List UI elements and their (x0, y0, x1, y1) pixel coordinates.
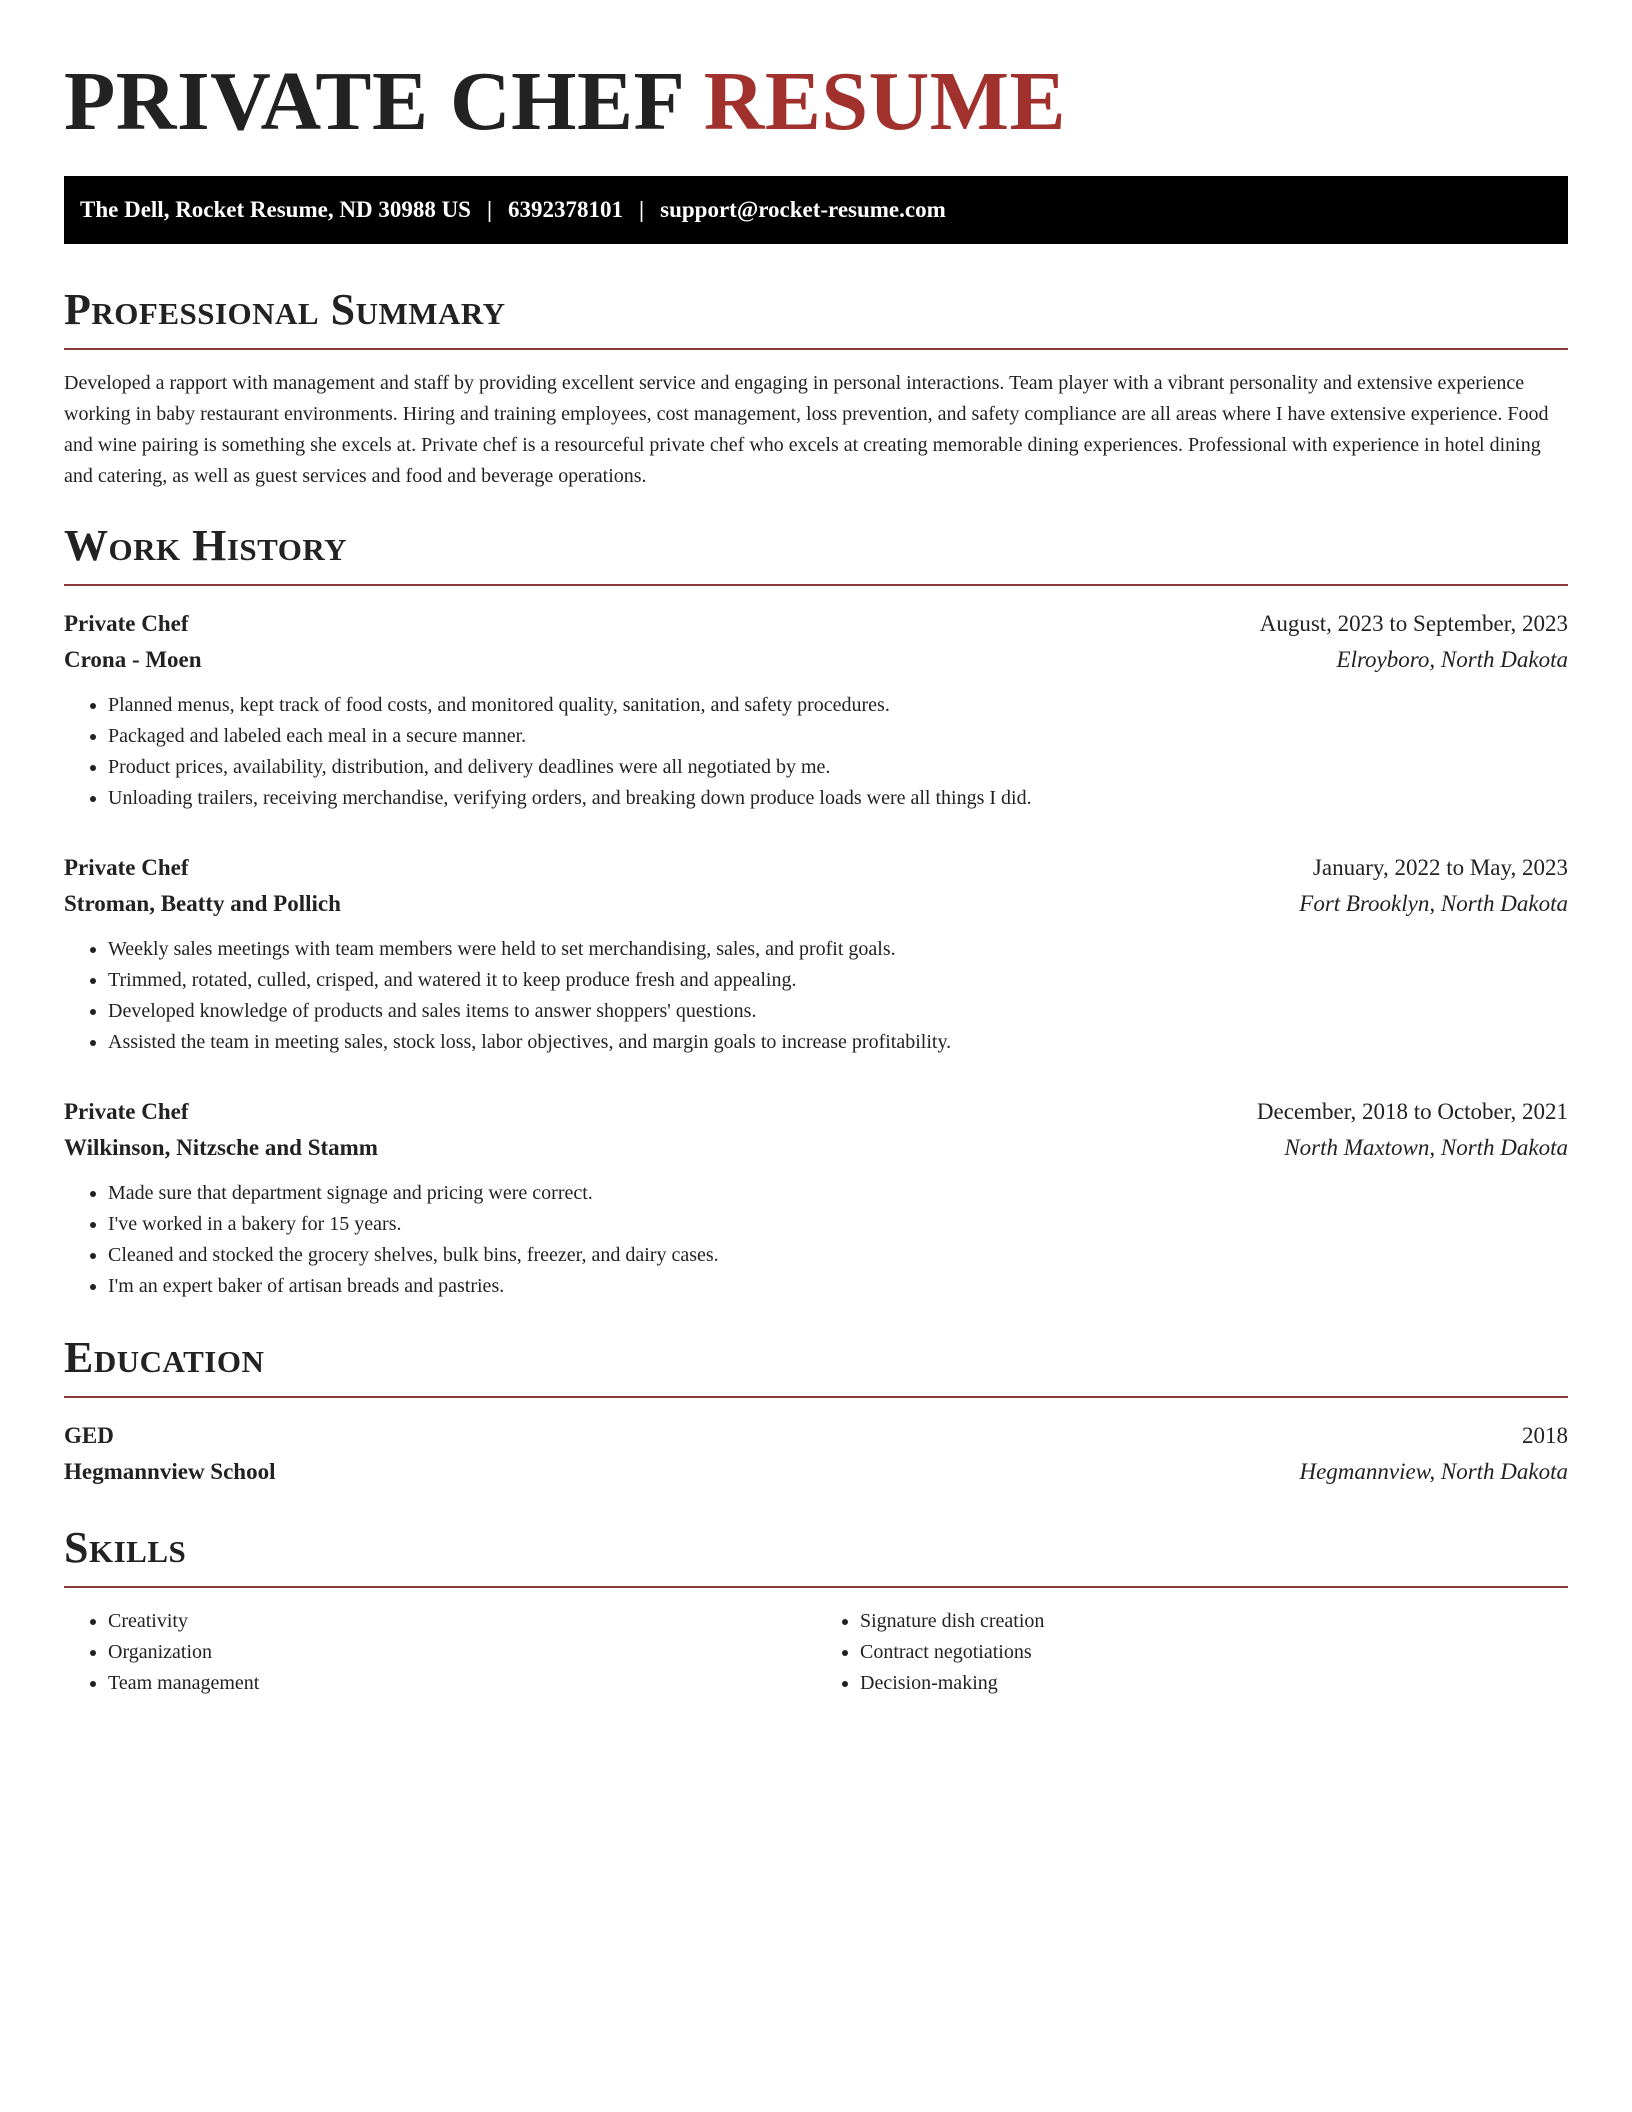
skills-column-left (64, 1606, 816, 1699)
job-title: Private Chef (64, 1099, 189, 1124)
list-item: • Cleaned and stocked the grocery shelves, bulk bins, freezer, and dairy cases. (108, 1240, 1568, 1271)
education-school: Hegmannview School (64, 1459, 276, 1484)
list-item: • Weekly sales meetings with team members were held to set merchandising, sales, and profit goals. (108, 934, 1568, 965)
section-divider (64, 584, 1568, 586)
title-main: PRIVATE CHEF (64, 55, 683, 148)
job-entry (64, 606, 1568, 814)
list-item: • I'm an expert baker of artisan breads and pastries. (108, 1271, 1568, 1302)
skill-item: • Organization (108, 1637, 816, 1668)
list-item: • Assisted the team in meeting sales, stock loss, labor objectives, and margin goals to increase profitability. (108, 1027, 1568, 1058)
contact-phone: 6392378101 (508, 197, 624, 222)
skills-section (64, 1522, 1568, 1699)
skills-heading: Skills (64, 1523, 187, 1572)
skill-item: • Contract negotiations (860, 1637, 1568, 1668)
skill-item: • Team management (108, 1668, 816, 1699)
list-item: • Product prices, availability, distribution, and delivery deadlines were all negotiated by me. (108, 752, 1568, 783)
list-item: • Trimmed, rotated, culled, crisped, and watered it to keep produce fresh and appealing. (108, 965, 1568, 996)
resume-title (64, 0, 1568, 152)
education-year: 2018 (1522, 1423, 1568, 1448)
job-location: Fort Brooklyn, North Dakota (1299, 891, 1568, 916)
summary-text: Developed a rapport with management and staff by providing excellent service and engaging in personal interactions. Team player with a vibrant personality and extensive experience working in baby restaurant environments. Hiring and training employees, cost management, loss prevention, and safety compliance are all areas where I have extensive experience. Food and wine pairing is something she excels at. Private chef is a resourceful private chef who excels at creating memorable dining experiences. Professional with experience in hotel dining and catering, as well as guest services and food and beverage operations. (64, 372, 1549, 487)
job-entry (64, 850, 1568, 1058)
job-company: Wilkinson, Nitzsche and Stamm (64, 1135, 378, 1160)
list-item: • I've worked in a bakery for 15 years. (108, 1209, 1568, 1240)
job-company: Stroman, Beatty and Pollich (64, 891, 341, 916)
job-dates: August, 2023 to September, 2023 (1259, 611, 1568, 636)
job-entry (64, 1094, 1568, 1302)
summary-section (64, 284, 1568, 492)
list-item: • Made sure that department signage and pricing were correct. (108, 1178, 1568, 1209)
skills-column-right (816, 1606, 1568, 1699)
job-duties-list (64, 934, 1568, 1058)
job-location: North Maxtown, North Dakota (1284, 1135, 1568, 1160)
skill-item: • Decision-making (860, 1668, 1568, 1699)
skill-item: • Creativity (108, 1606, 816, 1637)
work-history-heading: Work History (64, 521, 348, 570)
section-divider (64, 348, 1568, 350)
job-duties-list (64, 690, 1568, 814)
work-history-section (64, 520, 1568, 1302)
contact-email: support@rocket-resume.com (660, 197, 946, 222)
list-item: • Developed knowledge of products and sales items to answer shoppers' questions. (108, 996, 1568, 1027)
job-title: Private Chef (64, 611, 189, 636)
contact-bar (64, 176, 1568, 244)
education-section (64, 1332, 1568, 1490)
job-duties-list (64, 1178, 1568, 1302)
contact-address: The Dell, Rocket Resume, ND 30988 US (80, 197, 471, 222)
skills-grid (64, 1606, 1568, 1699)
job-dates: January, 2022 to May, 2023 (1312, 855, 1568, 880)
job-location: Elroyboro, North Dakota (1336, 647, 1568, 672)
education-heading: Education (64, 1333, 265, 1382)
education-degree: GED (64, 1423, 114, 1448)
title-accent: RESUME (703, 55, 1067, 148)
contact-separator: | (639, 197, 645, 222)
skill-item: • Signature dish creation (860, 1606, 1568, 1637)
section-divider (64, 1586, 1568, 1588)
section-divider (64, 1396, 1568, 1398)
job-company: Crona - Moen (64, 647, 202, 672)
list-item: • Planned menus, kept track of food costs, and monitored quality, sanitation, and safety procedures. (108, 690, 1568, 721)
list-item: • Unloading trailers, receiving merchandise, verifying orders, and breaking down produce loads were all things I did. (108, 783, 1568, 814)
job-title: Private Chef (64, 855, 189, 880)
summary-heading: Professional Summary (64, 285, 506, 334)
list-item: • Packaged and labeled each meal in a secure manner. (108, 721, 1568, 752)
education-location: Hegmannview, North Dakota (1299, 1459, 1568, 1484)
contact-separator: | (486, 197, 493, 222)
job-dates: December, 2018 to October, 2021 (1256, 1099, 1568, 1124)
